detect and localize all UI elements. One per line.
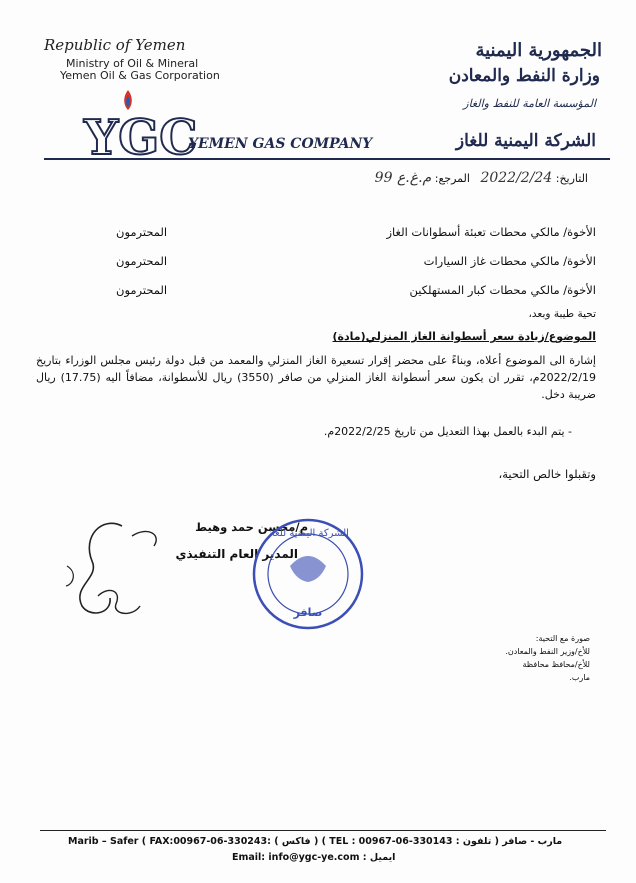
recipient-row (76, 283, 596, 297)
corp-ar: المؤسسة العامة للنفط والغاز (463, 97, 596, 110)
ref-value: م.غ.ع 99 (374, 170, 432, 186)
bullet-item: - يتم البدء بالعمل بهذا التعديل من تاريخ 2022/2/25م. (323, 425, 572, 438)
company-logo (78, 86, 198, 170)
republic-en: Republic of Yemen (44, 36, 186, 54)
footer-rule (40, 830, 606, 831)
subject-text: الموضوع/زيادة سعر أسطوانة الغاز المنزلي(مادة) (332, 330, 596, 343)
recipient-name: الأخوة/ مالكي محطات تعبئة أسطوانات الغاز (386, 225, 596, 239)
recipient-honorific: المحترمون (116, 225, 168, 239)
ref-label: المرجع (438, 172, 470, 185)
closing-line: وتقبلوا خالص التحية، (498, 467, 596, 481)
recipient-name: الأخوة/ مالكي محطات غاز السيارات (423, 254, 596, 268)
company-stamp (250, 516, 366, 636)
signatory-name: م/محسن حمد وهيط (195, 520, 308, 534)
recipient-honorific: المحترمون (116, 254, 168, 268)
subject-line (333, 330, 597, 343)
stamp-text-top: الشركة اليمنية للغاز (267, 528, 349, 539)
cc-block (500, 632, 590, 684)
logo-letters: YGC (84, 110, 198, 166)
ministry-en: Ministry of Oil & Mineral (66, 57, 199, 70)
recipient-row (76, 254, 596, 268)
recipient-honorific: المحترمون (116, 283, 168, 297)
ministry-ar: وزارة النفط والمعادن (448, 66, 600, 86)
footer-email: Email: info@ygc-ye.com : ايميل (232, 852, 396, 863)
cc-heading: صورة مع التحية: (535, 634, 590, 643)
bullet-text: يتم البدء بالعمل بهذا التعديل من تاريخ 2022/2/25م. (323, 425, 565, 438)
republic-ar: الجمهورية اليمنية (475, 40, 602, 61)
recipient-name: الأخوة/ مالكي محطات كبار المستهلكين (409, 283, 596, 297)
date-label: التاريخ (559, 172, 588, 185)
footer-contact: Marib – Safer ( FAX:00967-06-330243: ( فاكس ) ( TEL : 00967-06-330143 : تلفون ) مارب - صافر (68, 836, 563, 847)
corp-en: Yemen Oil & Gas Corporation (60, 69, 220, 82)
cc-item: للأخ/وزير النفط والمعادن. (505, 647, 590, 656)
signatory-title: المدير العام التنفيذي (175, 547, 298, 561)
reference-line: التاريخ: 2022/2/24 المرجع: م.غ.ع 99 (374, 170, 588, 186)
date-value: 2022/2/24 (480, 170, 553, 186)
company-ar: الشركة اليمنية للغاز (455, 131, 596, 151)
company-en: YEMEN GAS COMPANY (188, 136, 373, 152)
handwritten-signature (62, 506, 192, 640)
greeting: تحية طيبة وبعد، (528, 308, 596, 320)
recipient-row (76, 225, 596, 239)
ministry-en-block (60, 58, 220, 82)
cc-item: للأخ/محافظ محافظة مارب. (522, 660, 590, 682)
stamp-text-bottom: صافر (293, 606, 323, 619)
body-paragraph: إشارة الى الموضوع أعلاه، وبناءً على محضر إقرار تسعيرة الغاز المنزلي والمعمد من قبل دولة رئيس مجلس الوزراء بتاريخ 2022/2/19م، تقرر ان يكون سعر أسطوانة الغاز المنزلي من صافر (3550) ريال للأسطوانة، مضافاً اليه (17.75) ريال ضريبة دخل. (36, 354, 596, 401)
